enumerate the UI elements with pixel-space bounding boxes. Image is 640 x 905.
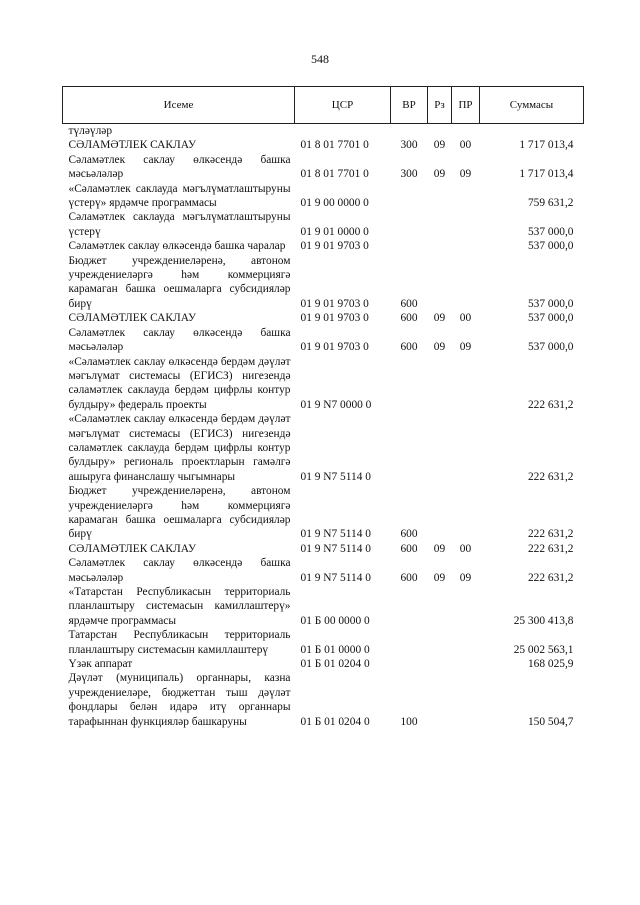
row-rz bbox=[428, 671, 452, 729]
row-rz bbox=[428, 254, 452, 312]
row-vr bbox=[391, 239, 428, 253]
table-row bbox=[63, 239, 584, 253]
row-csr: 01 9 00 0000 0 bbox=[300, 197, 369, 210]
row-csr: 01 Б 01 0204 0 bbox=[300, 715, 370, 728]
row-name: Үзәк аппарат bbox=[68, 658, 133, 671]
row-vr bbox=[391, 657, 428, 671]
row-vr: 300 bbox=[400, 139, 418, 152]
row-sum: 222 631,2 bbox=[527, 398, 574, 411]
table-row bbox=[63, 124, 584, 139]
row-name: «Сәламәтлек саклауда мәгълүматлаштыруны үстерү» ярдәмче программасы bbox=[68, 182, 291, 210]
row-sum: 168 025,9 bbox=[527, 658, 574, 671]
row-name: Бюджет учреждениеләренә, автоном учреждениеләргә һәм коммерциягә карамаган башка оешмаларга субсидияләр бирү bbox=[68, 254, 291, 310]
row-pr bbox=[452, 355, 480, 413]
row-vr bbox=[391, 412, 428, 484]
row-vr: 600 bbox=[400, 341, 418, 354]
row-rz: 09 bbox=[433, 139, 446, 152]
row-csr: 01 9 01 9703 0 bbox=[300, 240, 369, 253]
table-row bbox=[63, 326, 584, 355]
row-rz bbox=[428, 210, 452, 239]
row-pr bbox=[452, 657, 480, 671]
row-pr: 00 bbox=[459, 312, 472, 325]
table-row bbox=[63, 355, 584, 413]
row-sum: 1 717 013,4 bbox=[519, 139, 574, 152]
table-row bbox=[63, 412, 584, 484]
column-header-sum: Суммасы bbox=[480, 87, 584, 124]
row-csr: 01 8 01 7701 0 bbox=[300, 139, 369, 152]
row-name: Сәламәтлек саклау өлкәсендә башка мәсьәләләр bbox=[68, 153, 291, 181]
row-pr bbox=[452, 484, 480, 542]
row-pr bbox=[452, 628, 480, 657]
row-vr: 300 bbox=[400, 168, 418, 181]
row-sum: 537 000,0 bbox=[527, 225, 574, 238]
row-pr bbox=[452, 254, 480, 312]
row-csr: 01 Б 01 0000 0 bbox=[300, 643, 370, 656]
row-name: СӘЛАМӘТЛЕК САКЛАУ bbox=[68, 542, 197, 555]
column-header-rz: Рз bbox=[428, 87, 452, 124]
row-vr bbox=[391, 628, 428, 657]
table-row bbox=[63, 311, 584, 325]
row-pr: 09 bbox=[459, 571, 472, 584]
row-name: «Сәламәтлек саклау өлкәсендә бердәм дәүләт мәгълүмат системасы (ЕГИСЗ) нигезендә сәламәтлек саклауда бердәм цифрлы контур булдыру» федераль проекты bbox=[68, 355, 291, 411]
row-sum bbox=[480, 124, 584, 139]
table-row bbox=[63, 182, 584, 211]
page-number: 548 bbox=[311, 52, 329, 66]
row-name: Бюджет учреждениеләренә, автоном учреждениеләргә һәм коммерциягә карамаган башка оешмаларга субсидияләр бирү bbox=[68, 485, 291, 541]
table-row bbox=[63, 556, 584, 585]
row-rz: 09 bbox=[433, 341, 446, 354]
row-sum: 1 717 013,4 bbox=[519, 168, 574, 181]
row-vr: 600 bbox=[400, 312, 418, 325]
column-header-pr: ПР bbox=[452, 87, 480, 124]
row-csr: 01 9 N7 5114 0 bbox=[300, 571, 371, 584]
row-pr: 09 bbox=[459, 341, 472, 354]
row-rz bbox=[428, 412, 452, 484]
row-csr: 01 Б 01 0204 0 bbox=[300, 658, 370, 671]
row-pr bbox=[452, 412, 480, 484]
row-csr: 01 9 N7 0000 0 bbox=[300, 398, 372, 411]
table-row bbox=[63, 484, 584, 542]
row-vr bbox=[391, 124, 428, 139]
column-header-vr: ВР bbox=[391, 87, 428, 124]
table-row bbox=[63, 585, 584, 628]
row-pr: 00 bbox=[459, 139, 472, 152]
row-rz bbox=[428, 585, 452, 628]
row-csr: 01 9 01 9703 0 bbox=[300, 297, 369, 310]
row-rz: 09 bbox=[433, 168, 446, 181]
row-rz bbox=[428, 484, 452, 542]
row-rz bbox=[428, 628, 452, 657]
row-name: Сәламәтлек саклау өлкәсендә башка мәсьәләләр bbox=[68, 326, 291, 354]
table-row bbox=[63, 628, 584, 657]
row-rz bbox=[428, 124, 452, 139]
table-body bbox=[63, 124, 584, 730]
row-name: түләүләр bbox=[68, 125, 113, 137]
budget-table bbox=[62, 86, 584, 729]
row-sum: 222 631,2 bbox=[527, 542, 574, 555]
table-row bbox=[63, 657, 584, 671]
row-sum: 222 631,2 bbox=[527, 571, 574, 584]
row-name: «Сәламәтлек саклау өлкәсендә бердәм дәүләт мәгълүмат системасы (ЕГИСЗ) нигезендә сәламәтлек саклауда бердәм цифрлы контур булдыру» региональ проектларын гамәлгә ашыруга финанслашу чыгымнары bbox=[68, 413, 291, 483]
row-sum: 537 000,0 bbox=[527, 312, 574, 325]
row-sum: 222 631,2 bbox=[527, 528, 574, 541]
row-pr bbox=[452, 585, 480, 628]
row-pr bbox=[452, 124, 480, 139]
row-csr bbox=[295, 124, 391, 139]
row-pr bbox=[452, 182, 480, 211]
table-row bbox=[63, 671, 584, 729]
row-rz: 09 bbox=[433, 542, 446, 555]
row-vr: 100 bbox=[400, 715, 418, 728]
row-csr: 01 9 01 0000 0 bbox=[300, 225, 369, 238]
row-sum: 222 631,2 bbox=[527, 470, 574, 483]
row-vr: 600 bbox=[400, 571, 418, 584]
row-vr bbox=[391, 585, 428, 628]
row-pr: 00 bbox=[459, 542, 472, 555]
table-header bbox=[63, 87, 584, 124]
row-csr: 01 9 N7 5114 0 bbox=[300, 470, 371, 483]
row-vr bbox=[391, 355, 428, 413]
row-csr: 01 9 N7 5114 0 bbox=[300, 542, 371, 555]
table-row bbox=[63, 153, 584, 182]
row-vr: 600 bbox=[400, 297, 418, 310]
row-name: «Татарстан Республикасын территориаль планлаштыру системасын камиллаштерү» ярдәмче программасы bbox=[68, 586, 291, 627]
row-vr: 600 bbox=[400, 528, 418, 541]
row-name: Татарстан Республикасын территориаль планлаштыру системасын камиллаштерү bbox=[68, 629, 291, 656]
row-name: Дәүләт (муниципаль) органнары, казна учреждениеләре, бюджеттан тыш дәүләт фондлары белән идарә итү органнары тарафыннан функцияләр башкаруны bbox=[68, 672, 291, 728]
row-sum: 150 504,7 bbox=[527, 715, 574, 728]
row-sum: 537 000,0 bbox=[527, 341, 574, 354]
table-row bbox=[63, 138, 584, 152]
row-rz: 09 bbox=[433, 312, 446, 325]
column-header-csr: ЦСР bbox=[295, 87, 391, 124]
row-csr: 01 9 N7 5114 0 bbox=[300, 528, 371, 541]
row-pr bbox=[452, 239, 480, 253]
row-rz bbox=[428, 182, 452, 211]
table-row bbox=[63, 210, 584, 239]
row-name: Сәламәтлек саклау өлкәсендә башка чаралар bbox=[68, 240, 286, 253]
row-vr bbox=[391, 210, 428, 239]
row-name: СӘЛАМӘТЛЕК САКЛАУ bbox=[68, 139, 197, 152]
row-csr: 01 9 01 9703 0 bbox=[300, 341, 369, 354]
table-row bbox=[63, 254, 584, 312]
row-vr: 600 bbox=[400, 542, 418, 555]
row-csr: 01 Б 00 0000 0 bbox=[300, 614, 370, 627]
row-rz bbox=[428, 657, 452, 671]
row-rz bbox=[428, 355, 452, 413]
row-rz bbox=[428, 239, 452, 253]
row-pr bbox=[452, 671, 480, 729]
row-csr: 01 8 01 7701 0 bbox=[300, 168, 369, 181]
row-sum: 537 000,0 bbox=[527, 297, 574, 310]
row-sum: 25 002 563,1 bbox=[513, 643, 574, 656]
row-vr bbox=[391, 182, 428, 211]
row-sum: 759 631,2 bbox=[527, 197, 574, 210]
row-pr bbox=[452, 210, 480, 239]
row-sum: 25 300 413,8 bbox=[513, 614, 574, 627]
row-name: Сәламәтлек саклау өлкәсендә башка мәсьәләләр bbox=[68, 557, 291, 584]
row-rz: 09 bbox=[433, 571, 446, 584]
row-sum: 537 000,0 bbox=[527, 240, 574, 253]
table-row bbox=[63, 542, 584, 556]
row-name: Сәламәтлек саклауда мәгълүматлаштыруны үстерү bbox=[68, 211, 291, 238]
column-header-name: Исеме bbox=[63, 87, 295, 124]
row-name: СӘЛАМӘТЛЕК САКЛАУ bbox=[68, 312, 197, 325]
row-csr: 01 9 01 9703 0 bbox=[300, 312, 369, 325]
row-pr: 09 bbox=[459, 168, 472, 181]
